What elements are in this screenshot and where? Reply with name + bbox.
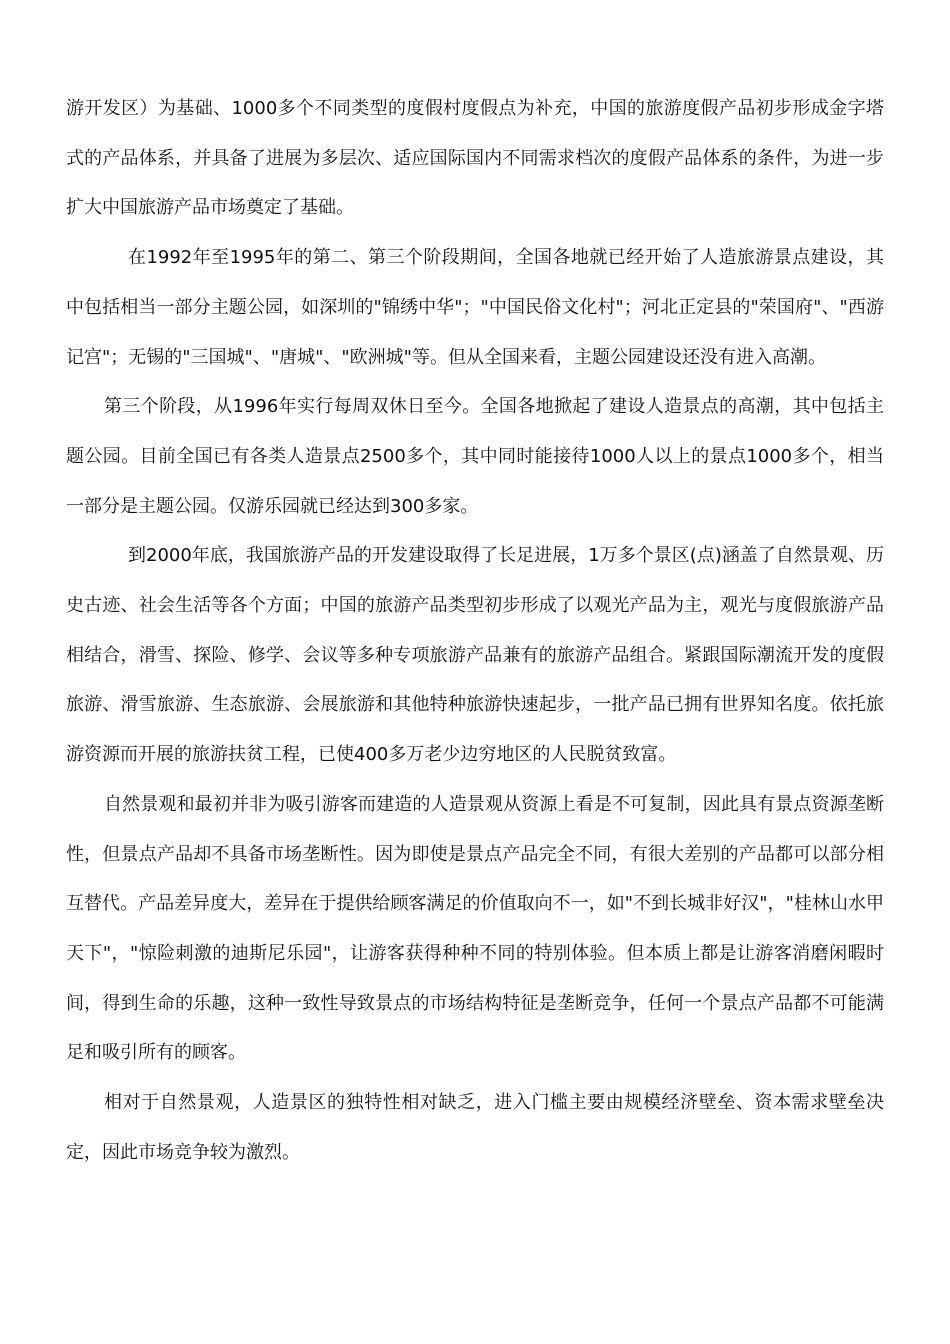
paragraph-2000-development: 到2000年底，我国旅游产品的开发建设取得了长足进展，1万多个景区(点)涵盖了自然景观、历史古迹、社会生活等各个方面；中国的旅游产品类型初步形成了以观光产品为主，观光与度假旅游产品相结合，滑雪、探险、修学、会议等多种专项旅游产品兼有的旅游产品组合。紧跟国际潮流开发的度假旅游、滑雪旅游、生态旅游、会展旅游和其他特种旅游快速起步，一批产品已拥有世界知名度。依托旅游资源而开展的旅游扶贫工程，已使400多万老少边穷地区的人民脱贫致富。 xyxy=(66,545,884,766)
paragraph-third-stage: 第三个阶段，从1996年实行每周双休日至今。全国各地掀起了建设人造景点的高潮，其中包括主题公园。目前全国已有各类人造景点2500多个，其中同时能接待1000人以上的景点1000多个，相当一部分是主题公园。仅游乐园就已经达到300多家。 xyxy=(66,396,884,517)
paragraph-man-made-scenic: 相对于自然景观，人造景区的独特性相对缺乏，进入门槛主要由规模经济壁垒、资本需求壁垒决定，因此市场竞争较为激烈。 xyxy=(66,1092,884,1163)
paragraph-theme-park-history: 在1992年至1995年的第二、第三个阶段期间，全国各地就已经开始了人造旅游景点建设，其中包括相当一部分主题公园，如深圳的"锦绣中华"；"中国民俗文化村"；河北正定县的"荣国府"、"西游记宫"；无锡的"三国城"、"唐城"、"欧洲城"等。但从全国来看，主题公园建设还没有进入高潮。 xyxy=(66,247,884,368)
document-page xyxy=(66,84,884,1177)
paragraph-market-monopoly: 自然景观和最初并非为吸引游客而建造的人造景观从资源上看是不可复制，因此具有景点资源垄断性，但景点产品却不具备市场垄断性。因为即使是景点产品完全不同，有很大差别的产品都可以部分相互替代。产品差异度大，差异在于提供给顾客满足的价值取向不一，如"不到长城非好汉"，"桂林山水甲天下"，"惊险刺激的迪斯尼乐园"，让游客获得种种不同的特别体验。但本质上都是让游客消磨闲暇时间，得到生命的乐趣，这种一致性导致景点的市场结构特征是垄断竞争，任何一个景点产品都不可能满足和吸引所有的顾客。 xyxy=(66,793,884,1064)
paragraph-continued: 游开发区）为基础、1000多个不同类型的度假村度假点为补充，中国的旅游度假产品初步形成金字塔式的产品体系，并具备了进展为多层次、适应国际国内不同需求档次的度假产品体系的条件，为进一步扩大中国旅游产品市场奠定了基础。 xyxy=(66,98,884,219)
